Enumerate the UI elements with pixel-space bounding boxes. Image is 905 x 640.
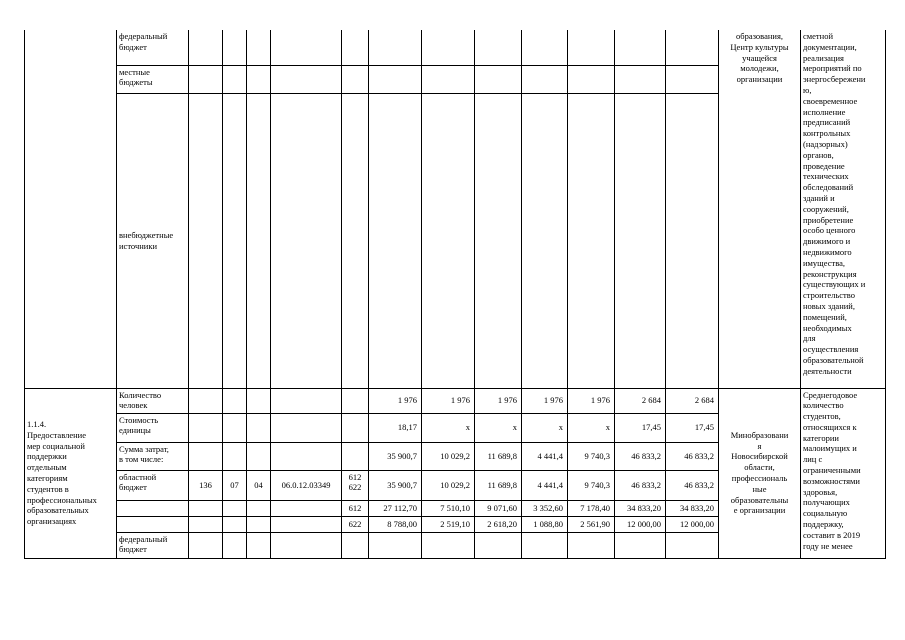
empty-cell [189, 516, 223, 532]
empty-cell [522, 532, 568, 558]
empty-cell [247, 65, 271, 93]
empty-cell [271, 516, 342, 532]
empty-cell [342, 413, 369, 442]
empty-cell [223, 93, 247, 388]
target-article-code: 06.0.12.03349 [271, 470, 342, 500]
empty-cell [615, 532, 666, 558]
value-cell: 1 976 [475, 388, 522, 413]
funding-source-label: местные бюджеты [117, 65, 189, 93]
empty-cell [342, 532, 369, 558]
funding-source-label: федеральный бюджет [117, 30, 189, 65]
empty-cell [369, 65, 422, 93]
empty-cell [568, 30, 615, 65]
continuation-section [25, 30, 886, 388]
value-cell: x [522, 413, 568, 442]
value-cell: 9 071,60 [475, 500, 522, 516]
empty-cell [522, 30, 568, 65]
value-cell: x [568, 413, 615, 442]
empty-cell [189, 413, 223, 442]
executor-cell: Минобразовани я Новосибирской области, профессиональ ные образовательны е организации [719, 388, 801, 558]
expense-type-code: 612 622 [342, 470, 369, 500]
value-cell: 9 740,3 [568, 442, 615, 470]
value-cell: 11 689,8 [475, 470, 522, 500]
funding-source-label: областной бюджет [117, 470, 189, 500]
empty-cell [568, 93, 615, 388]
empty-cell [666, 532, 719, 558]
funding-source-label: внебюджетные источники [117, 93, 189, 388]
empty-cell [117, 516, 189, 532]
empty-cell [271, 388, 342, 413]
value-cell: 34 833,20 [615, 500, 666, 516]
empty-cell [247, 413, 271, 442]
value-cell: 27 112,70 [369, 500, 422, 516]
value-cell: 2 684 [615, 388, 666, 413]
executor-cell: образования, Центр культуры учащейся молодежи, организации [719, 30, 801, 388]
value-cell: 1 976 [568, 388, 615, 413]
empty-cell [223, 413, 247, 442]
value-cell: 46 833,2 [666, 442, 719, 470]
value-cell: 1 088,80 [522, 516, 568, 532]
value-cell: 12 000,00 [615, 516, 666, 532]
empty-cell [568, 65, 615, 93]
empty-cell [223, 516, 247, 532]
indicator-label: Количество человек [117, 388, 189, 413]
empty-cell [666, 65, 719, 93]
empty-cell [223, 65, 247, 93]
empty-cell [271, 30, 342, 65]
empty-cell [247, 500, 271, 516]
empty-cell [223, 442, 247, 470]
empty-cell [223, 30, 247, 65]
empty-cell [342, 388, 369, 413]
empty-cell [189, 388, 223, 413]
value-cell: 10 029,2 [422, 470, 475, 500]
value-cell: x [422, 413, 475, 442]
value-cell: 17,45 [615, 413, 666, 442]
empty-cell [271, 413, 342, 442]
value-cell: 12 000,00 [666, 516, 719, 532]
empty-cell [342, 30, 369, 65]
empty-cell [271, 532, 342, 558]
value-cell: 17,45 [666, 413, 719, 442]
value-cell: 35 900,7 [369, 470, 422, 500]
value-cell: 46 833,2 [615, 470, 666, 500]
empty-cell [522, 93, 568, 388]
empty-cell [615, 30, 666, 65]
value-cell: 1 976 [522, 388, 568, 413]
table-row [25, 30, 886, 65]
empty-cell [475, 532, 522, 558]
value-cell: 46 833,2 [666, 470, 719, 500]
empty-cell [342, 93, 369, 388]
empty-cell [369, 532, 422, 558]
expense-type-code: 622 [342, 516, 369, 532]
value-cell: 1 976 [369, 388, 422, 413]
empty-cell [247, 442, 271, 470]
program-measures-table [24, 30, 886, 559]
table-row [25, 388, 886, 413]
indicator-label: Сумма затрат, в том числе: [117, 442, 189, 470]
empty-cell [189, 30, 223, 65]
expense-type-code: 612 [342, 500, 369, 516]
empty-cell [342, 65, 369, 93]
value-cell: 7 510,10 [422, 500, 475, 516]
empty-cell [189, 500, 223, 516]
value-cell: 9 740,3 [568, 470, 615, 500]
empty-cell [475, 30, 522, 65]
empty-cell [271, 500, 342, 516]
task-name-cell [25, 30, 117, 388]
empty-cell [247, 388, 271, 413]
value-cell: 11 689,8 [475, 442, 522, 470]
empty-cell [615, 93, 666, 388]
value-cell: 1 976 [422, 388, 475, 413]
empty-cell [422, 532, 475, 558]
value-cell: 8 788,00 [369, 516, 422, 532]
empty-cell [223, 500, 247, 516]
empty-cell [271, 442, 342, 470]
value-cell: 4 441,4 [522, 442, 568, 470]
value-cell: 18,17 [369, 413, 422, 442]
value-cell: 2 561,90 [568, 516, 615, 532]
empty-cell [615, 65, 666, 93]
empty-cell [342, 442, 369, 470]
value-cell: 3 352,60 [522, 500, 568, 516]
empty-cell [189, 442, 223, 470]
empty-cell [369, 93, 422, 388]
empty-cell [475, 93, 522, 388]
empty-cell [247, 516, 271, 532]
empty-cell [189, 65, 223, 93]
empty-cell [247, 532, 271, 558]
value-cell: 2 519,10 [422, 516, 475, 532]
funding-source-label: федеральный бюджет [117, 532, 189, 558]
expected-result-cell: Среднегодовое количество студентов, относящихся к категории малоимущих и лиц с ограниченными возможностями здоровья, получающих социальную поддержку, составит в 2019 году не менее [801, 388, 886, 558]
empty-cell [666, 93, 719, 388]
value-cell: 4 441,4 [522, 470, 568, 500]
empty-cell [522, 65, 568, 93]
value-cell: 35 900,7 [369, 442, 422, 470]
empty-cell [271, 93, 342, 388]
expected-result-cell: сметной документации, реализация мероприятий по энергосбережени ю, своевременное исполнение предписаний контрольных (надзорных) органов, проведение технических обследований зданий и сооружений, приобретение особо ценного движимого и недвижимого имущества, реконструкция существующих и строительство новых зданий, помещений, необходимых для осуществления образовательной деятельности [801, 30, 886, 388]
empty-cell [247, 30, 271, 65]
empty-cell [422, 65, 475, 93]
empty-cell [271, 65, 342, 93]
value-cell: x [475, 413, 522, 442]
value-cell: 10 029,2 [422, 442, 475, 470]
section-code: 07 [223, 470, 247, 500]
value-cell: 2 684 [666, 388, 719, 413]
empty-cell [475, 65, 522, 93]
empty-cell [422, 30, 475, 65]
task-name-cell: 1.1.4. Предоставление мер социальной поддержки отдельным категориям студентов в профессиональных образовательных организациях [25, 388, 117, 558]
value-cell: 7 178,40 [568, 500, 615, 516]
empty-cell [369, 30, 422, 65]
empty-cell [223, 532, 247, 558]
empty-cell [422, 93, 475, 388]
task-1-1-4-section [25, 388, 886, 558]
value-cell: 2 618,20 [475, 516, 522, 532]
indicator-label: Стоимость единицы [117, 413, 189, 442]
empty-cell [117, 500, 189, 516]
value-cell: 46 833,2 [615, 442, 666, 470]
empty-cell [666, 30, 719, 65]
value-cell: 34 833,20 [666, 500, 719, 516]
subsection-code: 04 [247, 470, 271, 500]
empty-cell [189, 532, 223, 558]
empty-cell [223, 388, 247, 413]
empty-cell [247, 93, 271, 388]
grbs-code: 136 [189, 470, 223, 500]
empty-cell [568, 532, 615, 558]
empty-cell [189, 93, 223, 388]
